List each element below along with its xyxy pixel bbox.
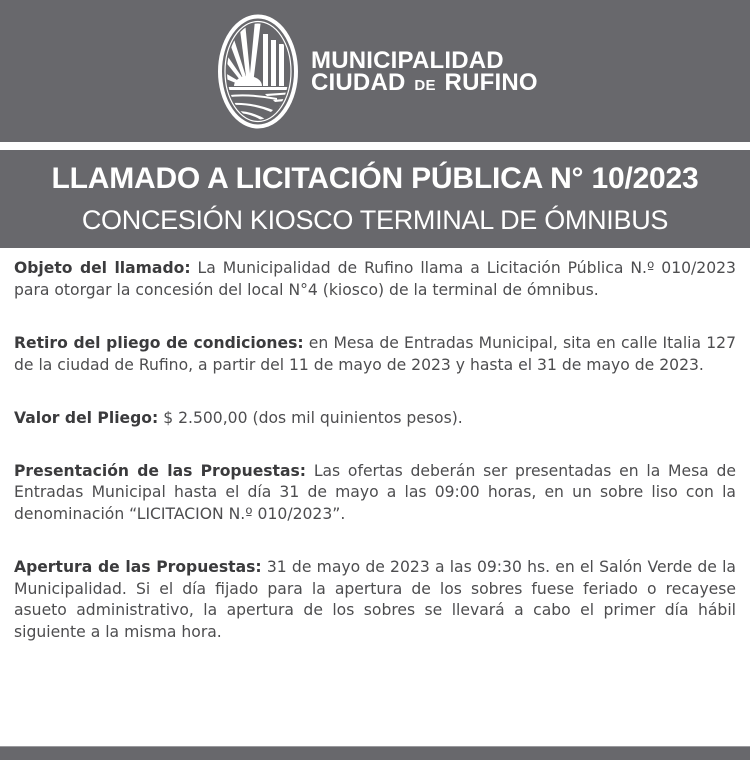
section-label: Objeto del llamado: [14, 259, 191, 277]
section-text: $ 2.500,00 (dos mil quinientos pesos). [163, 409, 463, 427]
title-banner [0, 150, 750, 248]
section-label: Retiro del pliego de condiciones: [14, 334, 304, 352]
wordmark-line-1: MUNICIPALIDAD [311, 47, 504, 74]
section-retiro-pliego [14, 333, 736, 376]
page-subtitle: CONCESIÓN KIOSCO TERMINAL DE ÓMNIBUS [81, 205, 669, 235]
section-label: Apertura de las Propuestas: [14, 558, 262, 576]
section-objeto [14, 258, 736, 301]
page-title: LLAMADO A LICITACIÓN PÚBLICA N° 10/2023 [51, 162, 699, 195]
section-label: Valor del Pliego: [14, 409, 159, 427]
municipal-emblem-icon [217, 14, 299, 129]
wordmark-line-2 [311, 69, 538, 97]
section-presentacion [14, 461, 736, 526]
section-apertura [14, 557, 736, 643]
section-text: en Mesa de Entradas Municipal, sita en calle Italia 127 de la ciudad de Rufino, a partir del 11 de mayo de 2023 y hasta el 31 de mayo de 2023. [14, 334, 736, 374]
section-label: Presentación de las Propuestas: [14, 461, 307, 480]
header-band [0, 0, 750, 142]
footer-band [0, 746, 750, 760]
notice-body [14, 258, 736, 675]
section-text: La Municipalidad de Rufino llama a Licitación Pública N.º 010/2023 para otorgar la concesión del local N°4 (kiosco) de la terminal de ómnibus. [14, 259, 736, 299]
municipality-wordmark [311, 47, 538, 97]
section-text: Las ofertas deberán ser presentadas en la Mesa de Entradas Municipal hasta el día 31 de mayo a las 09:00 horas, en un sobre liso con la denominación “LICITACION N.º 010/2023”. [14, 461, 736, 523]
section-text: 31 de mayo de 2023 a las 09:30 hs. en el Salón Verde de la Municipalidad. Si el día fijado para la apertura de los sobres fuese feriado o recayese asueto administrativo, la apertura de los sobres se llevará a cabo el primer día hábil siguiente a la misma hora. [14, 558, 736, 641]
wordmark-ciudad: CIUDAD [311, 69, 406, 96]
section-valor-pliego [14, 408, 736, 430]
wordmark-rufino: RUFINO [444, 69, 538, 96]
wordmark-de: DE [414, 77, 436, 94]
